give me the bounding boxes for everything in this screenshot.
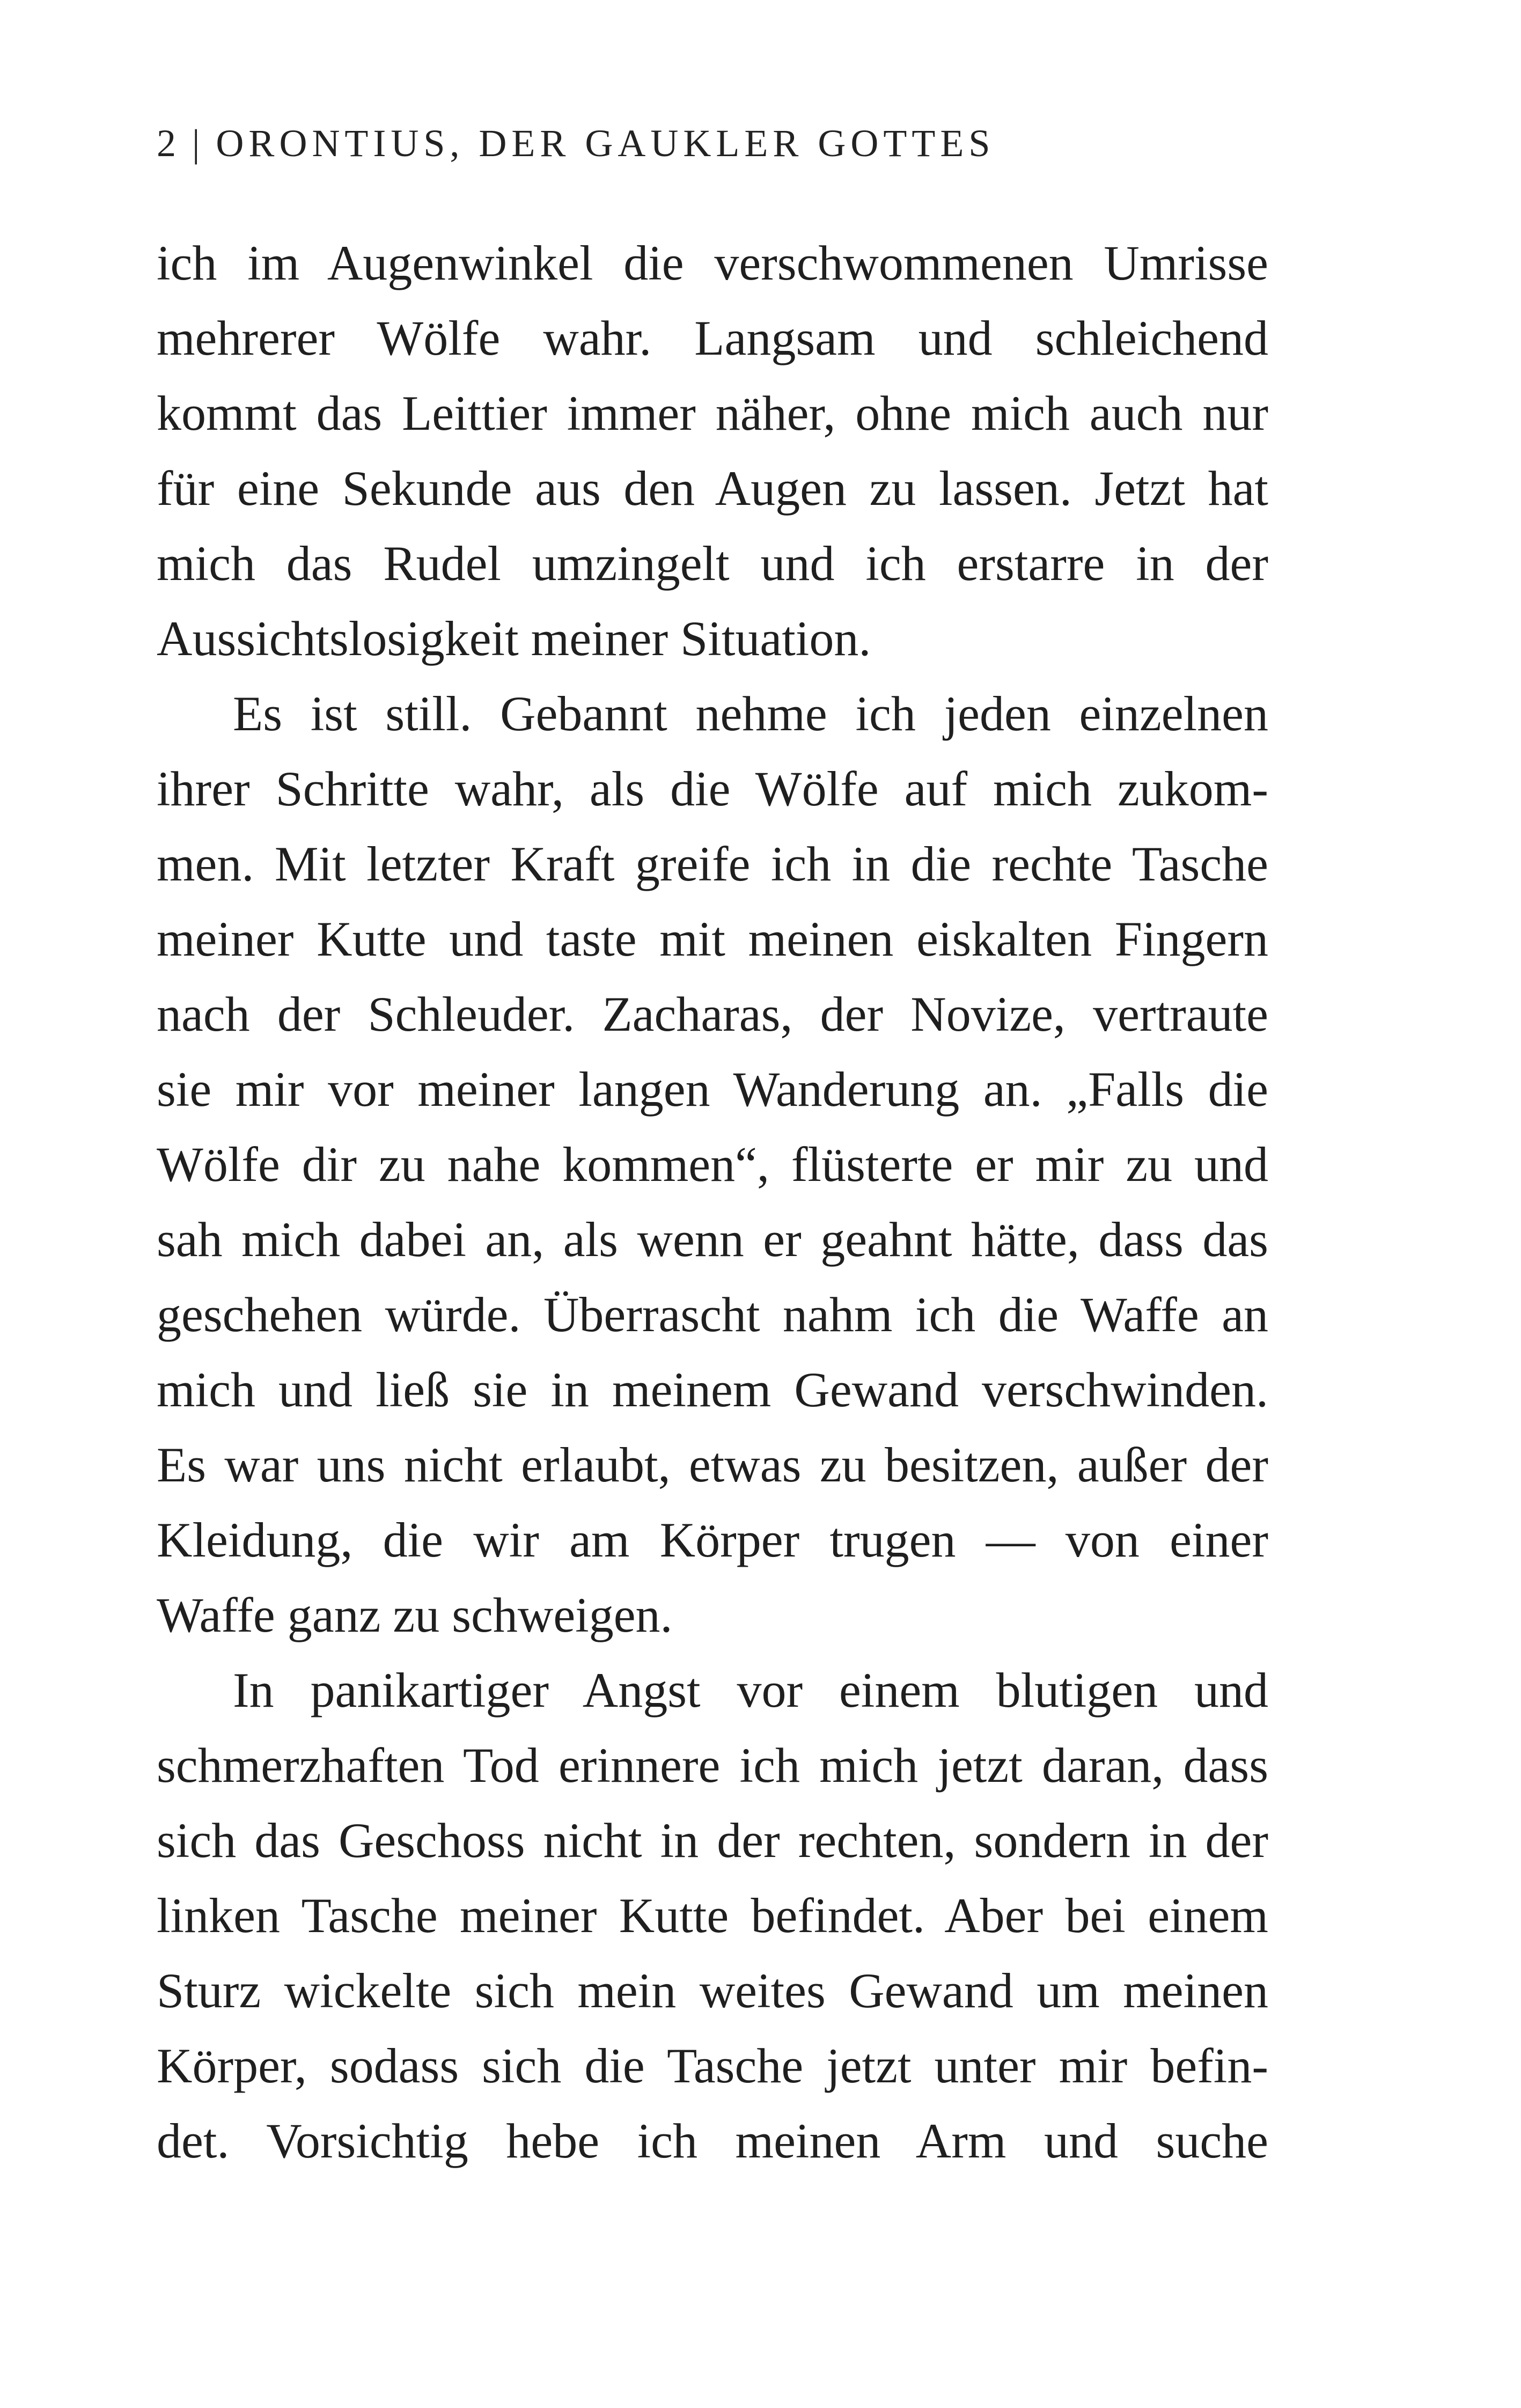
- text-line: sah mich dabei an, als wenn er geahnt hätte, dass das: [157, 1212, 1268, 1267]
- header-separator: |: [192, 122, 200, 165]
- text-line: mehrerer Wölfe wahr. Langsam und schleichend: [157, 311, 1268, 365]
- text-line: det. Vorsichtig hebe ich meinen Arm und suche: [157, 2113, 1268, 2168]
- text-line: nach der Schleuder. Zacharas, der Novize, vertraute: [157, 987, 1268, 1041]
- text-line: Aussichtslosigkeit meiner Situation.: [157, 611, 871, 666]
- text-line: mich das Rudel umzingelt und ich erstarre in der: [157, 536, 1268, 591]
- text-line: Es ist still. Gebannt nehme ich jeden einzelnen: [233, 686, 1268, 741]
- text-line: Körper, sodass sich die Tasche jetzt unter mir befin-: [157, 2038, 1268, 2093]
- text-line: ich im Augenwinkel die verschwommenen Umrisse: [157, 236, 1268, 290]
- page-number: 2: [157, 122, 176, 165]
- body-text: [157, 225, 1268, 2178]
- text-line: mich und ließ sie in meinem Gewand verschwinden.: [157, 1362, 1268, 1417]
- text-line: geschehen würde. Überrascht nahm ich die Waffe an: [157, 1287, 1268, 1342]
- text-line: für eine Sekunde aus den Augen zu lassen. Jetzt hat: [157, 461, 1268, 516]
- running-head: [157, 119, 1273, 167]
- text-line: meiner Kutte und taste mit meinen eiskalten Fingern: [157, 912, 1268, 966]
- text-line: Sturz wickelte sich mein weites Gewand um meinen: [157, 1963, 1268, 2018]
- text-line: kommt das Leittier immer näher, ohne mich auch nur: [157, 386, 1268, 441]
- text-line: sich das Geschoss nicht in der rechten, sondern in der: [157, 1813, 1268, 1868]
- text-line: Kleidung, die wir am Körper trugen — von einer: [157, 1513, 1268, 1567]
- text-line: Waffe ganz zu schweigen.: [157, 1588, 673, 1642]
- text-line: men. Mit letzter Kraft greife ich in die rechte Tasche: [157, 836, 1268, 891]
- text-line: Wölfe dir zu nahe kommen“, flüsterte er mir zu und: [157, 1137, 1268, 1192]
- text-line: linken Tasche meiner Kutte befindet. Aber bei einem: [157, 1888, 1268, 1943]
- book-title: ORONTIUS, DER GAUKLER GOTTES: [216, 122, 995, 165]
- text-line: In panikartiger Angst vor einem blutigen und: [233, 1663, 1268, 1717]
- text-line: ihrer Schritte wahr, als die Wölfe auf mich zukom-: [157, 761, 1268, 816]
- text-line: Es war uns nicht erlaubt, etwas zu besitzen, außer der: [157, 1437, 1268, 1492]
- text-line: schmerzhaften Tod erinnere ich mich jetzt daran, dass: [157, 1738, 1268, 1793]
- text-line: sie mir vor meiner langen Wanderung an. „Falls die: [157, 1062, 1268, 1117]
